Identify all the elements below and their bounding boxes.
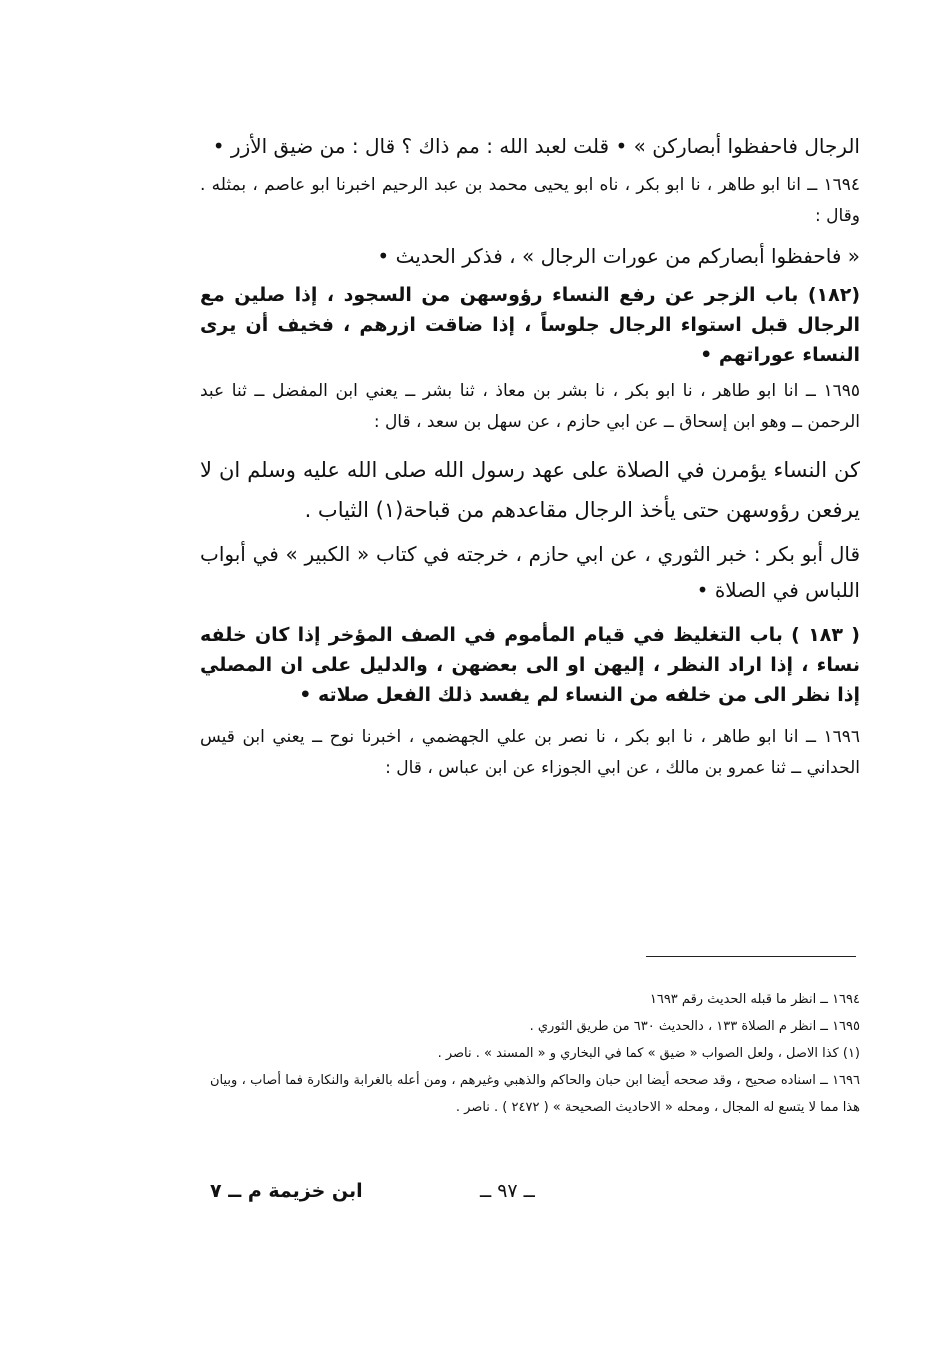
paragraph-opening: الرجال فاحفظوا أبصاركن » • قلت لعبد الله : مم ذاك ؟ قال : من ضيق الأزر •: [212, 134, 860, 158]
main-text-block: [200, 128, 860, 784]
footnote-1695: ١٦٩٥ ــ انظر م الصلاة ١٣٣ ، دالحديث ٦٣٠ من طريق الثوري .: [529, 1019, 860, 1034]
footnote-note-1: (١) كذا الاصل ، ولعل الصواب « ضيق » كما في البخاري و « المسند » . ناصر .: [437, 1046, 860, 1061]
hadith-1696-isnad: ١٦٩٦ ــ انا ابو طاهر ، نا ابو بكر ، نا نصر بن علي الجهضمي ، اخبرنا نوح ــ يعني ابن قيس الحداني ــ ثنا عمرو بن مالك ، عن ابي الجوزاء عن ابن عباس ، قال :: [200, 727, 860, 778]
page-footer: [200, 1176, 860, 1216]
author-comment: قال أبو بكر : خبر الثوري ، عن ابي حازم ، خرجته في كتاب « الكبير » في أبواب اللباس في الصلاة •: [200, 542, 860, 602]
hadith-1694-isnad: ١٦٩٤ ــ انا ابو طاهر ، نا ابو بكر ، ناه ابو يحيى محمد بن عبد الرحيم اخبرنا ابو عاصم ، بمثله . وقال :: [200, 175, 860, 226]
footnote-1694: ١٦٩٤ ــ انظر ما قبله الحديث رقم ١٦٩٣: [649, 992, 860, 1007]
hadith-1695-isnad: ١٦٩٥ ــ انا ابو طاهر ، نا ابو بكر ، نا بشر بن معاذ ، ثنا بشر ــ يعني ابن المفضل ــ ثنا عبد الرحمن ــ وهو ابن إسحاق ــ عن ابي حازم ، عن سهل بن سعد ، قال :: [200, 381, 860, 432]
footnotes: [210, 986, 860, 1121]
footnote-separator: [646, 956, 856, 957]
chapter-heading-182: (١٨٢) باب الزجر عن رفع النساء رؤوسهن من السجود ، إذا صلين مع الرجال قبل استواء الرجال جلوساً ، إذا ضاقت ازرهم ، فخيف أن يرى النساء عوراتهم •: [200, 284, 860, 366]
running-title: ابن خزيمة م ــ ٧: [210, 1180, 363, 1202]
hadith-1694-text: « فاحفظوا أبصاركم من عورات الرجال » ، فذكر الحديث •: [377, 244, 860, 268]
page-number: ــ ٩٧ ــ: [480, 1180, 535, 1202]
footnote-1696: ١٦٩٦ ــ اسناده صحيح ، وقد صححه أيضا ابن حبان والحاكم والذهبي وغيرهم ، ومن أعله بالغرابة والنكارة فما أصاب ، وبيان هذا مما لا يتسع له المجال ، ومحله « الاحاديث الصحيحة » ( ٢٤٧٢ ) . ناصر .: [210, 1073, 860, 1115]
chapter-heading-183: ( ١٨٣ ) باب التغليظ في قيام المأموم في الصف المؤخر إذا كان خلفه نساء ، إذا اراد النظر ، إليهن او الى بعضهن ، والدليل على ان المصلي إذا نظر الى من خلفه من النساء لم يفسد ذلك الفعل صلاته •: [200, 624, 860, 706]
hadith-1695-text: كن النساء يؤمرن في الصلاة على عهد رسول الله صلى الله عليه وسلم ان لا يرفعن رؤوسهن حتى يأخذ الرجال مقاعدهم من قباحة(١) الثياب .: [200, 458, 860, 522]
